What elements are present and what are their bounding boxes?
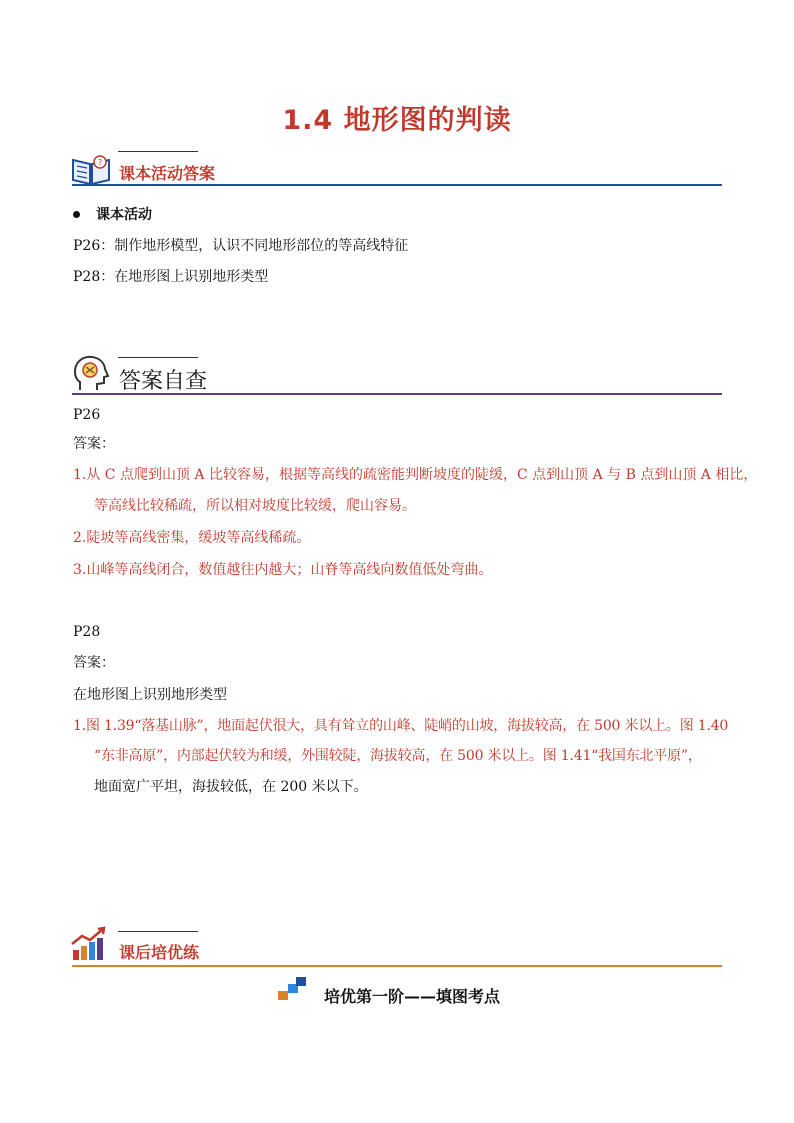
page-ref: P28 bbox=[73, 624, 101, 640]
section-overline bbox=[118, 931, 198, 932]
section-title-activity: 课本活动答案 bbox=[119, 164, 216, 183]
answer-line: 1.从 C 点爬到山顶 A 比较容易，根据等高线的疏密能判断坡度的陡缓，C 点到山顶 A 与 B 点到山顶 A 相比， bbox=[73, 467, 758, 483]
head-thinking-icon bbox=[70, 352, 110, 394]
answer-line: 2.陡坡等高线密集，缓坡等高线稀疏。 bbox=[73, 530, 311, 546]
section-title-check: 答案自查 bbox=[119, 369, 208, 394]
svg-text:?: ? bbox=[97, 158, 103, 167]
activity-line: P28：在地形图上识别地形类型 bbox=[73, 269, 269, 285]
answer-line: “东非高原”，内部起伏较为和缓，外围较陡，海拔较高，在 500 米以上。图 1.41“我国东北平原”， bbox=[94, 748, 702, 764]
section-overline bbox=[118, 357, 198, 358]
answer-line: 地面宽广平坦，海拔较低，在 200 米以下。 bbox=[94, 779, 368, 795]
answer-label: 答案： bbox=[73, 655, 115, 671]
activity-bullet: 课本活动 bbox=[73, 205, 152, 225]
page-ref: P26 bbox=[73, 407, 101, 423]
answer-line: 等高线比较稀疏，所以相对坡度比较缓，爬山容易。 bbox=[94, 498, 416, 514]
growth-chart-icon bbox=[70, 926, 108, 962]
page-title: 1.4 地形图的判读 bbox=[282, 105, 512, 136]
section-overline bbox=[118, 151, 198, 152]
bullet-dot-icon bbox=[73, 211, 80, 218]
activity-line: P26：制作地形模型，认识不同地形部位的等高线特征 bbox=[73, 238, 409, 254]
subsection-title: 培优第一阶——填图考点 bbox=[323, 987, 500, 1006]
section-rule bbox=[72, 393, 722, 395]
answer-line: 3.山峰等高线闭合，数值越往内越大；山脊等高线向数值低处弯曲。 bbox=[73, 562, 493, 578]
section-title-practice: 课后培优练 bbox=[119, 943, 200, 962]
section-rule bbox=[72, 184, 722, 186]
answer-line: 1.图 1.39“落基山脉”，地面起伏很大，具有耸立的山峰、陡峭的山坡，海拔较高，在 500 米以上。图 1.40 bbox=[73, 718, 729, 734]
answer-label: 答案： bbox=[73, 436, 115, 452]
answer-heading: 在地形图上识别地形类型 bbox=[73, 687, 227, 703]
section-rule bbox=[72, 965, 722, 967]
book-icon bbox=[70, 152, 112, 186]
